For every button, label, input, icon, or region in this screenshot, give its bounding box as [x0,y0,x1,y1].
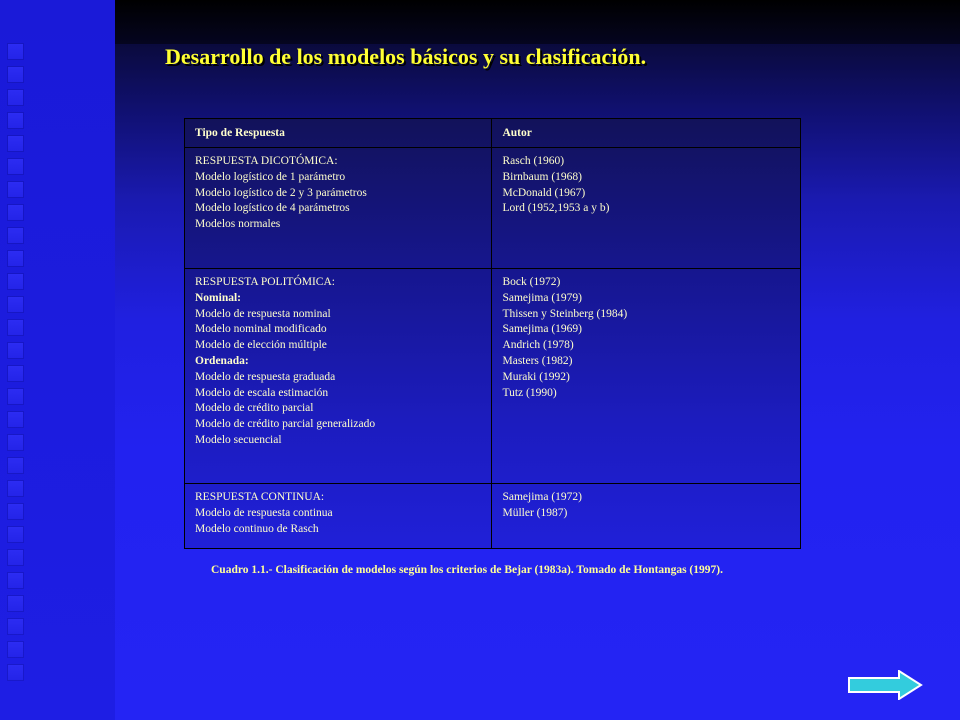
decorative-square [8,619,23,634]
category-label: RESPUESTA DICOTÓMICA: [195,155,338,167]
table-row-dichotomous [185,148,801,269]
table-row-continuous [185,484,801,549]
model-item: Modelo logístico de 1 parámetro [195,170,346,183]
decorative-square [8,596,23,611]
decorative-square [8,320,23,335]
classification-table [184,118,801,549]
slide-title: Desarrollo de los modelos básicos y su clasificación. [165,44,647,69]
table-caption: Cuadro 1.1.- Clasificación de modelos según los criterios de Bejar (1983a). Tomado de Hontangas (1997). [211,564,723,576]
model-item: Modelo de crédito parcial generalizado [195,418,376,431]
decorative-square [8,550,23,565]
decorative-square [8,274,23,289]
decorative-square [8,113,23,128]
models-cell [185,148,492,269]
category-label: RESPUESTA POLITÓMICA: [195,276,335,288]
subcategory-label: Nominal: [195,291,241,304]
next-slide-button[interactable] [847,670,923,700]
authors-cell [492,484,801,549]
author-item: Samejima (1972) [502,491,583,503]
decorative-square [8,665,23,680]
author-item: Müller (1987) [502,506,568,519]
models-cell [185,269,492,484]
author-item: Andrich (1978) [502,339,574,352]
author-item: Thissen y Steinberg (1984) [502,307,628,320]
author-item: Tutz (1990) [502,386,557,399]
decorative-square [8,228,23,243]
author-item: Birnbaum (1968) [502,170,583,183]
decorative-square [8,297,23,312]
model-item: Modelo continuo de Rasch [195,522,319,535]
decorative-square [8,251,23,266]
author-item: Samejima (1969) [502,323,583,336]
model-item: Modelo nominal modificado [195,323,327,336]
model-item: Modelo logístico de 4 parámetros [195,202,350,215]
decorative-square [8,182,23,197]
subcategory-label: Ordenada: [195,354,249,367]
models-cell [185,484,492,549]
decorative-square [8,136,23,151]
decorative-square [8,435,23,450]
decorative-square [8,573,23,588]
model-item: Modelo de respuesta graduada [195,370,336,383]
author-item: Samejima (1979) [502,291,583,304]
decorative-square [8,366,23,381]
model-item: Modelos normales [195,218,281,231]
decorative-squares [8,44,26,688]
decorative-square [8,90,23,105]
author-item: Bock (1972) [502,276,561,288]
model-item: Modelo secuencial [195,433,282,446]
decorative-square [8,389,23,404]
author-item: Lord (1952,1953 a y b) [502,202,610,215]
table-row-polytomous [185,269,801,484]
decorative-square [8,504,23,519]
model-item: Modelo de respuesta nominal [195,307,331,320]
right-arrow-icon [847,670,923,700]
decorative-square [8,642,23,657]
author-item: Rasch (1960) [502,155,565,167]
author-item: Muraki (1992) [502,370,570,383]
decorative-square [8,159,23,174]
model-item: Modelo logístico de 2 y 3 parámetros [195,186,367,199]
table-header-row [185,119,801,148]
decorative-square [8,481,23,496]
header-author: Autor [492,119,801,148]
authors-cell [492,269,801,484]
decorative-square [8,412,23,427]
decorative-square [8,458,23,473]
decorative-square [8,205,23,220]
decorative-square [8,44,23,59]
model-item: Modelo de escala estimación [195,386,329,399]
decorative-square [8,527,23,542]
decorative-square [8,67,23,82]
model-item: Modelo de elección múltiple [195,339,327,352]
authors-cell [492,148,801,269]
top-decorative-band [115,0,960,44]
header-response-type: Tipo de Respuesta [185,119,492,148]
model-item: Modelo de crédito parcial [195,402,314,415]
author-item: Masters (1982) [502,354,573,367]
decorative-square [8,343,23,358]
model-item: Modelo de respuesta continua [195,506,333,519]
author-item: McDonald (1967) [502,186,586,199]
category-label: RESPUESTA CONTINUA: [195,491,325,503]
